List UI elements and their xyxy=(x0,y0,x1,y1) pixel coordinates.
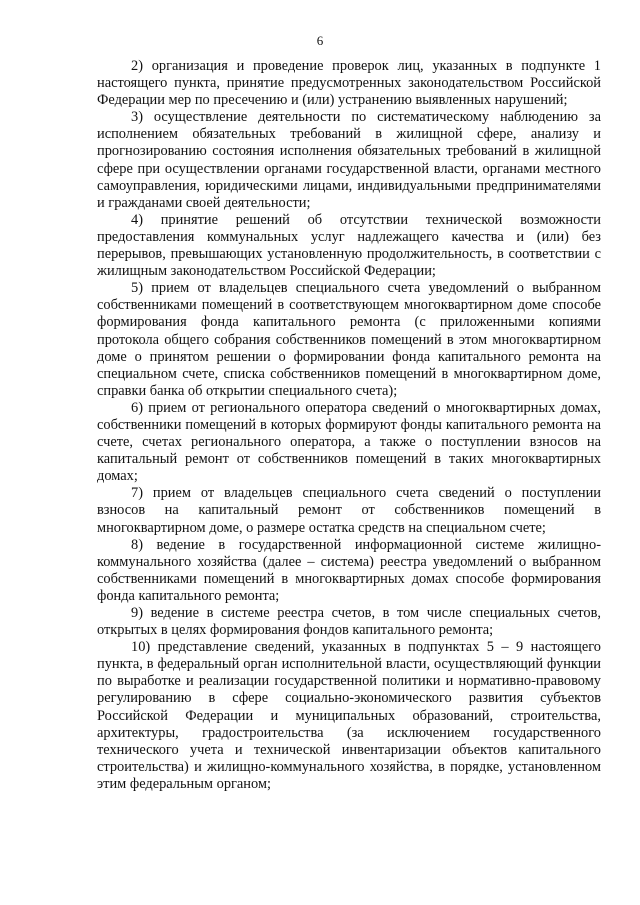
paragraph-item-8: 8) ведение в государственной информационной системе жилищно-коммунального хозяйства (далее – система) реестра уведомлений о выбранном собственниками помещений в многоквартирных домах способе формирования фонда капитального ремонта; xyxy=(97,536,601,604)
paragraph-item-10: 10) представление сведений, указанных в подпунктах 5 – 9 настоящего пункта, в федеральный орган исполнительной власти, осуществляющий функции по выработке и реализации государственной политики и нормативно-правовому регулированию в сфере социально-экономического развития субъектов Российской Федерации и муниципальных образований, строительства, архитектуры, градостроительства (за исключением государственного технического учета и технической инвентаризации объектов капитального строительства) и жилищно-коммунального хозяйства, в порядке, установленном этим федеральным органом; xyxy=(97,639,601,792)
paragraph-item-2: 2) организация и проведение проверок лиц, указанных в подпункте 1 настоящего пункта, принятие предусмотренных законодательством Российской Федерации мер по пресечению и (или) устранению выявленных нарушений; xyxy=(97,58,601,109)
paragraph-item-7: 7) прием от владельцев специального счета сведений о поступлении взносов на капитальный ремонт от собственников помещений в многоквартирном доме, о размере остатка средств на специальном счете; xyxy=(97,485,601,536)
paragraph-item-4: 4) принятие решений об отсутствии технической возможности предоставления коммунальных услуг надлежащего качества и (или) без перерывов, превышающих установленную продолжительность, в соответствии с жилищным законодательством Российской Федерации; xyxy=(97,211,601,280)
paragraph-item-5: 5) прием от владельцев специального счета уведомлений о выбранном собственниками помещений в соответствующем многоквартирном доме способе формирования фонда капитального ремонта (с приложенными копиями протокола общего собрания собственников помещений в этом многоквартирном доме о принятом решении о формировании фонда капитального ремонта на специальном счете, списка собственников помещений в многоквартирном доме, справки банка об открытии специального счета); xyxy=(97,280,601,399)
document-body xyxy=(97,58,601,793)
paragraph-item-6: 6) прием от регионального оператора сведений о многоквартирных домах, собственники помещений в которых формируют фонды капитального ремонта на счете, счетах регионального оператора, а также о поступлении взносов на капитальный ремонт от собственников помещений в таких многоквартирных домах; xyxy=(97,399,601,485)
paragraph-item-9: 9) ведение в системе реестра счетов, в том числе специальных счетов, открытых в целях формирования фондов капитального ремонта; xyxy=(97,605,601,639)
page-number: 6 xyxy=(316,33,324,48)
paragraph-item-3: 3) осуществление деятельности по систематическому наблюдению за исполнением обязательных требований в жилищной сфере, анализу и прогнозированию состояния исполнения обязательных требований в жилищной сфере при осуществлении органами государственной власти, органами местного самоуправления, юридическими лицами, индивидуальными предпринимателями и гражданами своей деятельности; xyxy=(97,109,601,211)
